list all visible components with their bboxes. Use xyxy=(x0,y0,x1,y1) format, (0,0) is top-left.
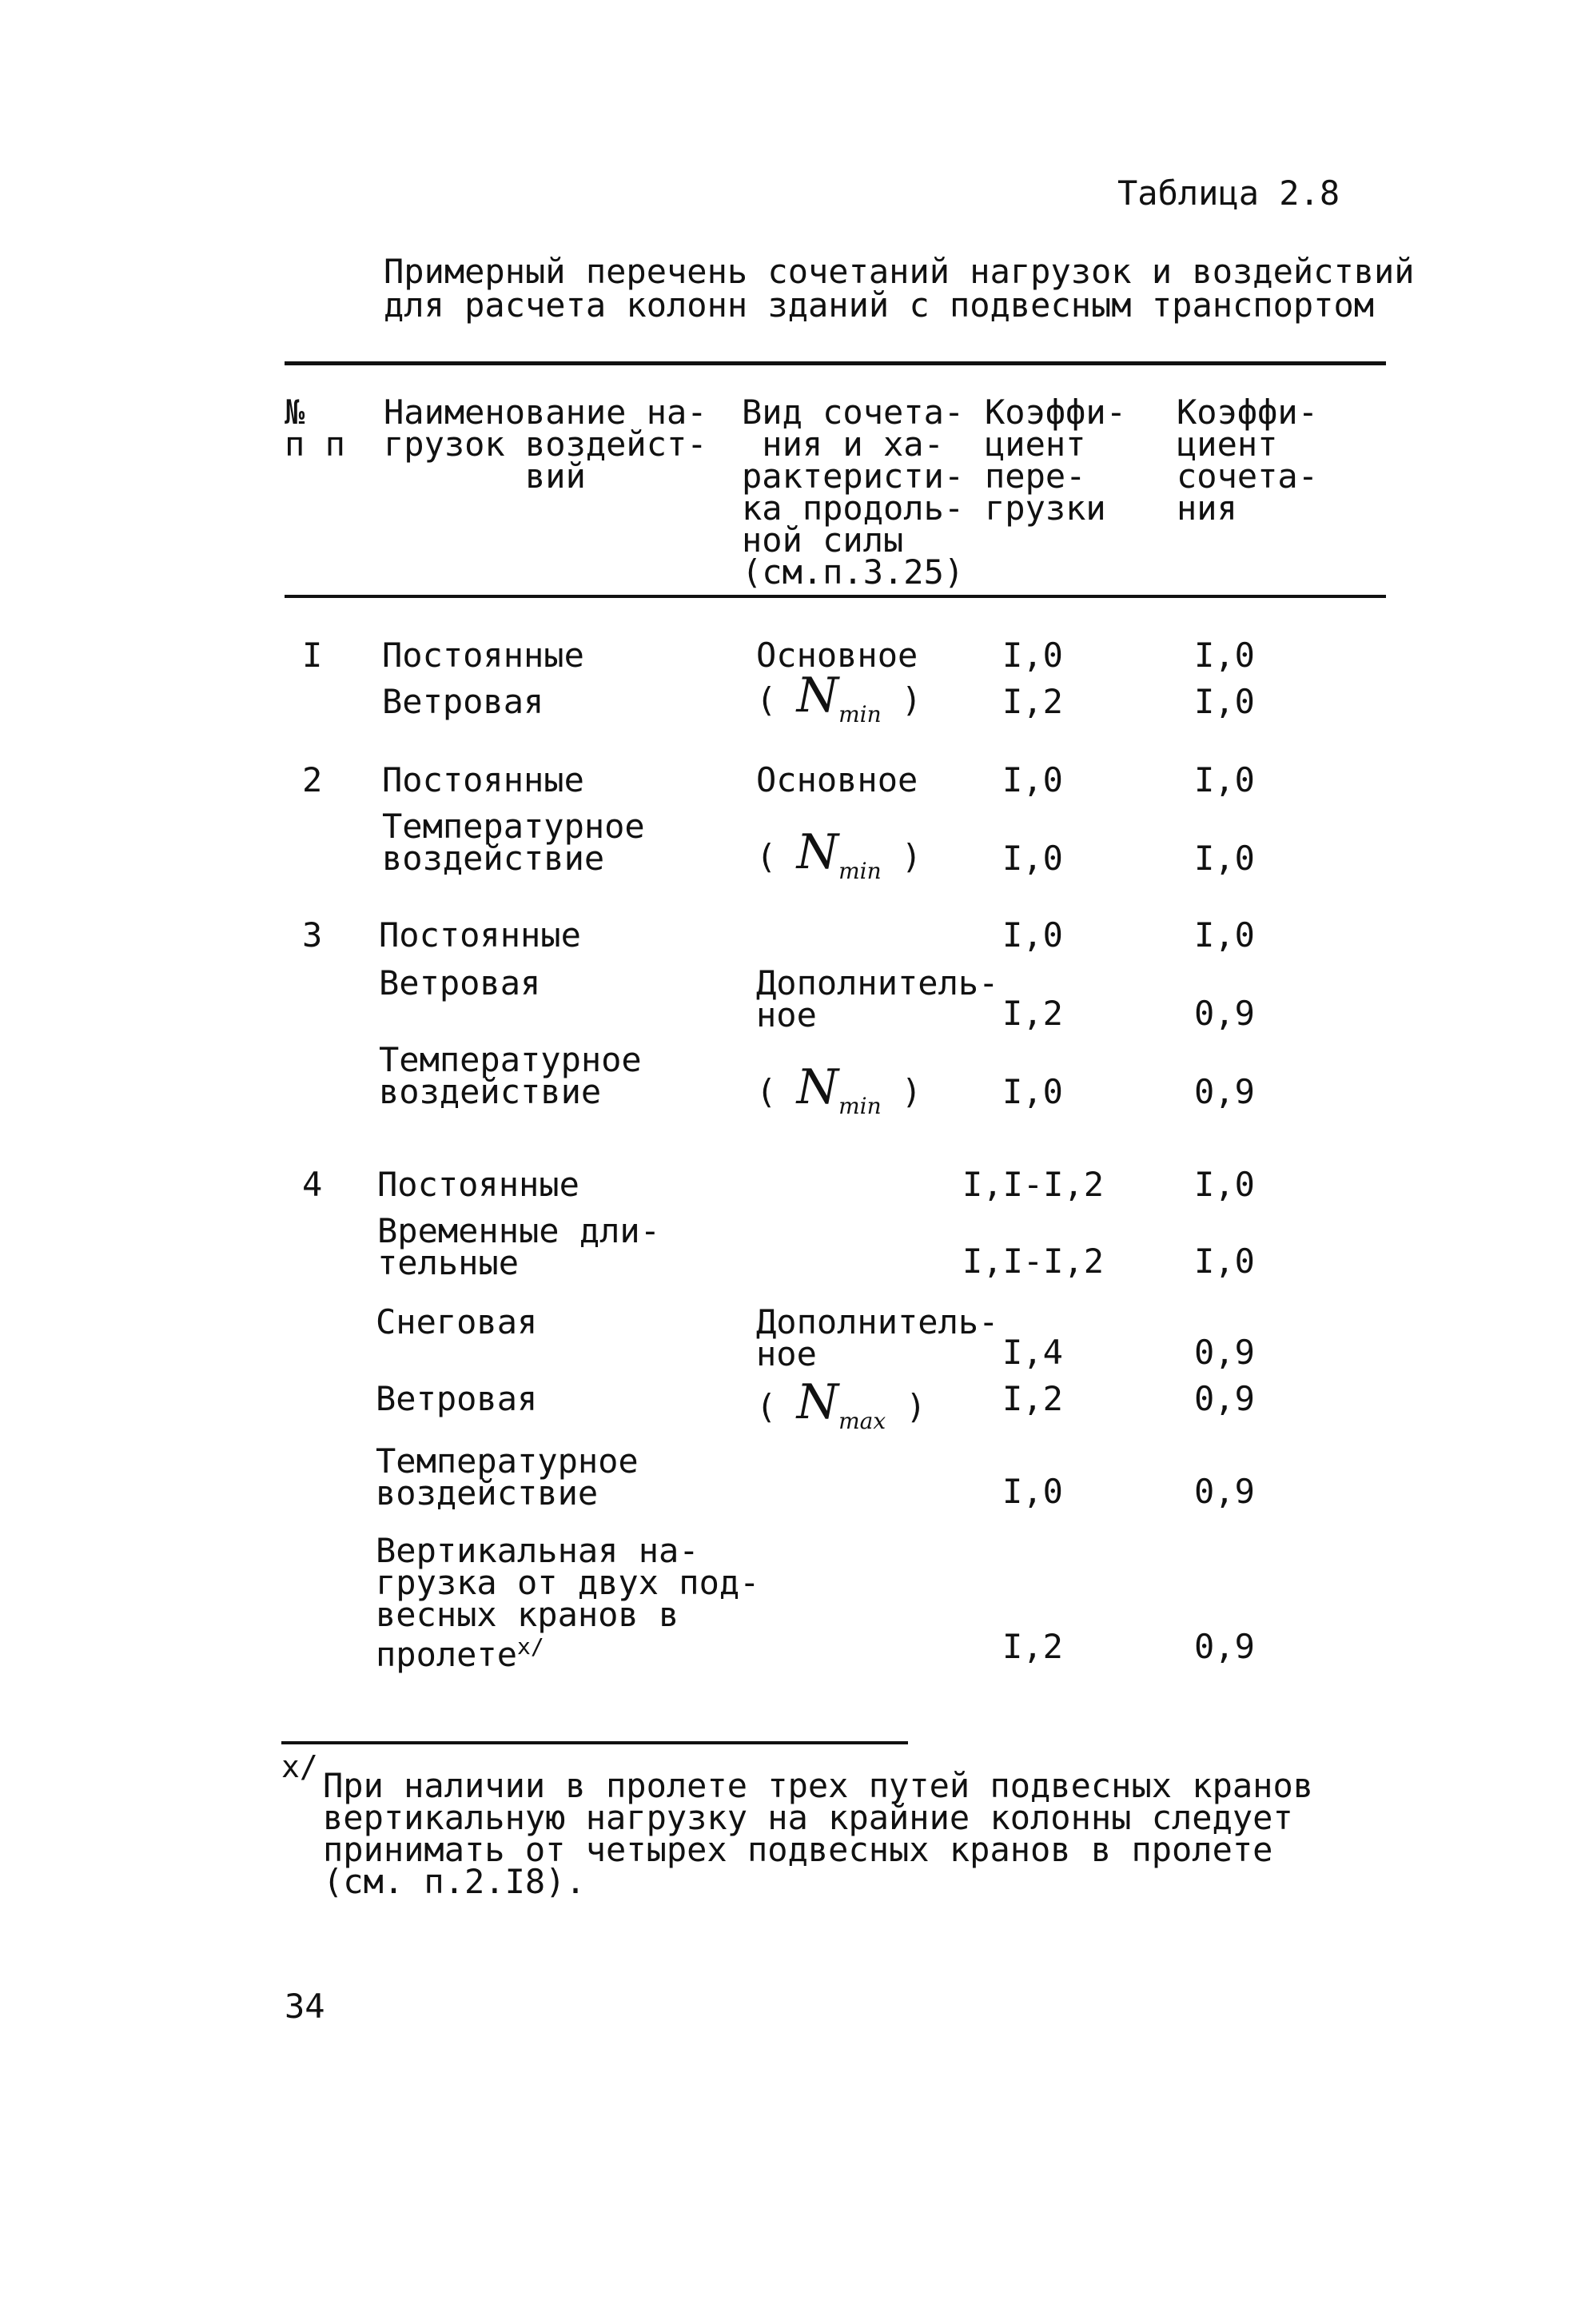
axial-force-symbol: ( $N_{min}$ ) xyxy=(756,668,922,727)
load-name: Постоянные xyxy=(379,915,581,955)
combination-factor: I,0 xyxy=(1194,760,1255,799)
combination-factor: 0,9 xyxy=(1194,1472,1255,1511)
header-combination-factor: Коэффи- циент сочета- ния xyxy=(1177,393,1319,528)
combination-factor: I,0 xyxy=(1194,1242,1255,1281)
footnote-line-3: принимать от четырех подвесных кранов в пролете xyxy=(323,1830,1273,1869)
table-top-rule xyxy=(285,361,1386,365)
overload-factor: I,0 xyxy=(1002,1072,1063,1111)
combination-factor: 0,9 xyxy=(1194,1072,1255,1111)
header-load-name: Наименование на- грузок воздейст- вий xyxy=(384,393,707,496)
load-name: Вертикальная на- грузка от двух под- весных кранов в пролете$^{x/}$ xyxy=(376,1531,760,1674)
load-name: Снеговая xyxy=(376,1302,538,1341)
combination-factor: 0,9 xyxy=(1194,1333,1255,1372)
header-bottom-rule xyxy=(285,595,1386,598)
group-number: 4 xyxy=(302,1165,323,1204)
axial-force-symbol: ( $N_{max}$ ) xyxy=(756,1374,926,1434)
combination-factor: 0,9 xyxy=(1194,994,1255,1033)
table-label: Таблица 2.8 xyxy=(1117,173,1340,213)
load-name: Ветровая xyxy=(382,682,544,721)
overload-factor: I,I-I,2 xyxy=(962,1242,1105,1281)
load-name: Температурное воздействие xyxy=(382,807,645,878)
overload-factor: I,0 xyxy=(1002,1472,1063,1511)
combination-kind: Основное xyxy=(756,636,918,675)
combination-factor: 0,9 xyxy=(1194,1379,1255,1418)
group-number: 2 xyxy=(302,760,323,799)
header-combination-kind: Вид сочета- ния и ха- рактеристи- ка продоль- ной силы (см.п.3.25) xyxy=(742,393,965,592)
load-name: Постоянные xyxy=(382,636,584,675)
combination-factor: I,0 xyxy=(1194,636,1255,675)
footnote-line-2: вертикальную нагрузку на крайние колонны следует xyxy=(323,1798,1293,1837)
overload-factor: I,0 xyxy=(1002,760,1063,799)
overload-factor: I,2 xyxy=(1002,682,1063,721)
load-name: Температурное воздействие xyxy=(376,1441,639,1513)
load-name: Постоянные xyxy=(382,760,584,799)
overload-factor: I,2 xyxy=(1002,1379,1063,1418)
load-name: Постоянные xyxy=(377,1165,579,1204)
footnote-line-1: При наличии в пролете трех путей подвесных кранов xyxy=(323,1766,1314,1805)
axial-force-symbol: ( $N_{min}$ ) xyxy=(756,1059,922,1119)
header-overload-factor: Коэффи- циент пере- грузки xyxy=(985,393,1127,528)
axial-force-symbol: ( $N_{min}$ ) xyxy=(756,824,922,884)
overload-factor: I,4 xyxy=(1002,1333,1063,1372)
footnote-rule xyxy=(281,1741,908,1744)
page-number: 34 xyxy=(285,1987,325,2026)
header-number: № п п xyxy=(285,393,345,464)
load-name: Временные дли- тельные xyxy=(377,1211,661,1282)
footnote-mark: x/ xyxy=(281,1749,318,1784)
load-name: Ветровая xyxy=(376,1379,538,1418)
combination-kind: Дополнитель- ное xyxy=(756,1302,999,1373)
combination-kind: Дополнитель- ное xyxy=(756,963,999,1034)
overload-factor: I,0 xyxy=(1002,839,1063,878)
footnote-line-4: (см. п.2.I8). xyxy=(323,1862,586,1901)
overload-factor: I,0 xyxy=(1002,915,1063,955)
table-title-line-1: Примерный перечень сочетаний нагрузок и воздействий xyxy=(384,252,1415,291)
combination-factor: I,0 xyxy=(1194,915,1255,955)
group-number: 3 xyxy=(302,915,323,955)
combination-factor: I,0 xyxy=(1194,1165,1255,1204)
overload-factor: I,I-I,2 xyxy=(962,1165,1105,1204)
combination-factor: I,0 xyxy=(1194,682,1255,721)
overload-factor: I,2 xyxy=(1002,994,1063,1033)
overload-factor: I,0 xyxy=(1002,636,1063,675)
group-number: I xyxy=(302,636,323,675)
combination-factor: 0,9 xyxy=(1194,1627,1255,1666)
combination-factor: I,0 xyxy=(1194,839,1255,878)
overload-factor: I,2 xyxy=(1002,1627,1063,1666)
footnote-reference: x/ xyxy=(517,1633,544,1660)
load-name: Температурное воздействие xyxy=(379,1040,642,1111)
load-name: Ветровая xyxy=(379,963,541,1003)
combination-kind: Основное xyxy=(756,760,918,799)
table-title-line-2: для расчета колонн зданий с подвесным транспортом xyxy=(384,285,1375,325)
